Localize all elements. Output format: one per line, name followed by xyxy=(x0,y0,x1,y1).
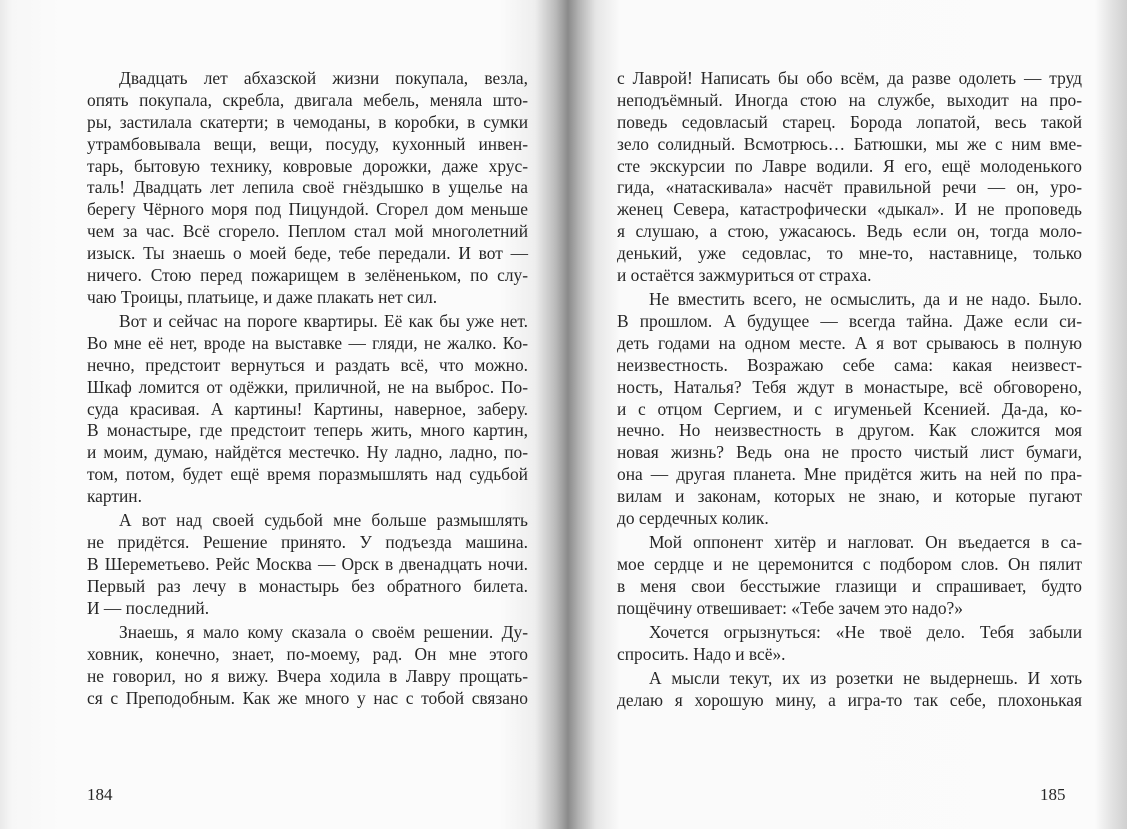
text-line: новая жизнь? Ведь она не просто чистый лист бумаги, xyxy=(617,442,1082,463)
text-line: нечно, предстоит вернуться и раздать всё, что можно. xyxy=(87,354,528,375)
text-line: берегу Чёрного моря под Пицундой. Сгорел дом меньше xyxy=(87,199,528,220)
text-line: спросить. Надо и всё». xyxy=(617,643,786,664)
right-page-text xyxy=(617,68,1082,712)
text-line: Во мне её нет, вроде на выставке — гляди, не жалко. Ко- xyxy=(87,332,528,353)
text-line: ховник, конечно, знает, по-моему, рад. Он мне этого xyxy=(87,643,528,664)
text-line: нечно. Но неизвестность в другом. Как сложится моя xyxy=(617,420,1082,441)
text-line: В Шереметьево. Рейс Москва — Орск в двенадцать ночи. xyxy=(87,553,528,574)
text-line: изыск. Ты знаешь о моей беде, тебе передали. И вот — xyxy=(87,243,528,264)
text-line: Знаешь, я мало кому сказала о своём решении. Ду- xyxy=(119,621,528,642)
text-line: и с отцом Сергием, и с игуменьей Ксенией. Да-да, ко- xyxy=(617,398,1082,419)
text-line: чаю Троицы, платьице, и даже плакать нет сил. xyxy=(87,286,438,307)
text-line: до сердечных колик. xyxy=(617,508,769,528)
text-line: вилам и законам, которых не знаю, и которые пугают xyxy=(617,486,1082,507)
text-line: ность, Наталья? Тебя ждут в монастыре, всё обговорено, xyxy=(617,376,1082,397)
page-number-left: 184 xyxy=(87,785,113,804)
text-line: и моим, думаю, найдётся местечко. Ну ладно, ладно, по- xyxy=(87,442,528,463)
text-line: и остаётся зажмуриться от страха. xyxy=(617,265,872,286)
text-line: деть годами на одном месте. А я вот срываюсь в полную xyxy=(617,332,1082,353)
text-line: В прошлом. А будущее — всегда тайна. Даже если си- xyxy=(617,310,1082,331)
text-line: Вот и сейчас на пороге квартиры. Её как бы уже нет. xyxy=(119,310,528,331)
text-line: Двадцать лет абхазской жизни покупала, везла, xyxy=(119,68,528,88)
text-line: не говорил, но я вижу. Вчера ходила в Лавру прощать- xyxy=(87,665,528,686)
text-line: она — другая планета. Мне придётся жить на ней по пра- xyxy=(617,464,1082,485)
text-line: картин. xyxy=(87,486,142,507)
text-line: ся с Преподобным. Как же много у нас с тобой связано xyxy=(87,687,528,708)
text-line: чем за час. Всё сгорело. Пеплом стал мой многолетний xyxy=(87,221,528,242)
text-line: поведь седовласый старец. Борода лопатой, весь такой xyxy=(617,111,1082,132)
text-line: не придётся. Решение принято. У подъезда машина. xyxy=(87,532,528,553)
text-line: гида, «натаскивала» насчёт правильной речи — он, уро- xyxy=(617,177,1082,198)
text-line: Первый раз лечу в монастырь без обратного билета. xyxy=(87,575,528,596)
text-line: Шкаф ломится от одёжки, приличной, не на выброс. По- xyxy=(87,376,528,397)
text-line: А вот над своей судьбой мне больше размышлять xyxy=(119,510,528,531)
text-line: сте экскурсии по Лавре водили. Я его, ещё молоденького xyxy=(617,155,1082,176)
left-page-text xyxy=(87,68,528,709)
text-line: неизвестность. Возражаю себе сама: какая неизвест- xyxy=(617,354,1082,375)
text-line: том, потом, будет ещё время поразмышлять над судьбой xyxy=(87,464,528,485)
text-line: ничего. Стою перед пожарищем в зелёненьком, по слу- xyxy=(87,265,528,286)
text-line: я слушаю, а стою, ужасаюсь. Ведь если он, тогда моло- xyxy=(617,221,1082,242)
text-line: И — последний. xyxy=(87,597,210,618)
text-line: женец Севера, катастрофически «дыкал». И не проповедь xyxy=(617,199,1082,220)
text-line: суда красивая. А картины! Картины, наверное, заберу. xyxy=(87,398,528,419)
text-line: зело солидный. Всмотрюсь… Батюшки, мы же с ним вме- xyxy=(617,133,1082,154)
text-line: денький, уже седовлас, то мне-то, наставнице, только xyxy=(617,243,1082,264)
text-line: А мысли текут, их из розетки не выдернешь. И хоть xyxy=(649,667,1082,688)
text-line: В монастыре, где предстоит теперь жить, много картин, xyxy=(87,420,528,441)
text-line: с Лаврой! Написать бы обо всём, да разве одолеть — труд xyxy=(617,68,1082,88)
text-line: делаю я хорошую мину, а игра-то так себе, плохонькая xyxy=(617,689,1082,710)
text-line: утрамбовывала вещи, вещи, посуду, кухонный инвен- xyxy=(87,133,528,154)
text-line: в меня свои бесстыжие глазищи и спрашивает, будто xyxy=(617,575,1082,596)
text-line: опять покупала, скребла, двигала мебель, меняла што- xyxy=(87,89,528,110)
text-line: неподъёмный. Иногда стою на службе, выходит на про- xyxy=(617,89,1082,110)
text-line: ры, застилала скатерти; в чемоданы, в коробки, в сумки xyxy=(87,111,528,132)
text-line: Хочется огрызнуться: «Не твоё дело. Тебя забыли xyxy=(649,621,1082,642)
text-line: пощёчину отвешивает: «Тебе зачем это надо?» xyxy=(617,597,963,618)
page-number-right: 185 xyxy=(1040,785,1066,804)
text-line: Не вместить всего, не осмыслить, да и не надо. Было. xyxy=(649,289,1082,310)
text-line: таль! Двадцать лет лепила своё гнёздышко в ущелье на xyxy=(87,177,528,198)
text-line: мое сердце и не церемонится с подбором слов. Он пялит xyxy=(617,553,1082,574)
text-line: Мой оппонент хитёр и нагловат. Он въедается в са- xyxy=(649,532,1082,553)
text-line: тарь, бытовую технику, ковровые дорожки, даже хрус- xyxy=(87,155,528,176)
